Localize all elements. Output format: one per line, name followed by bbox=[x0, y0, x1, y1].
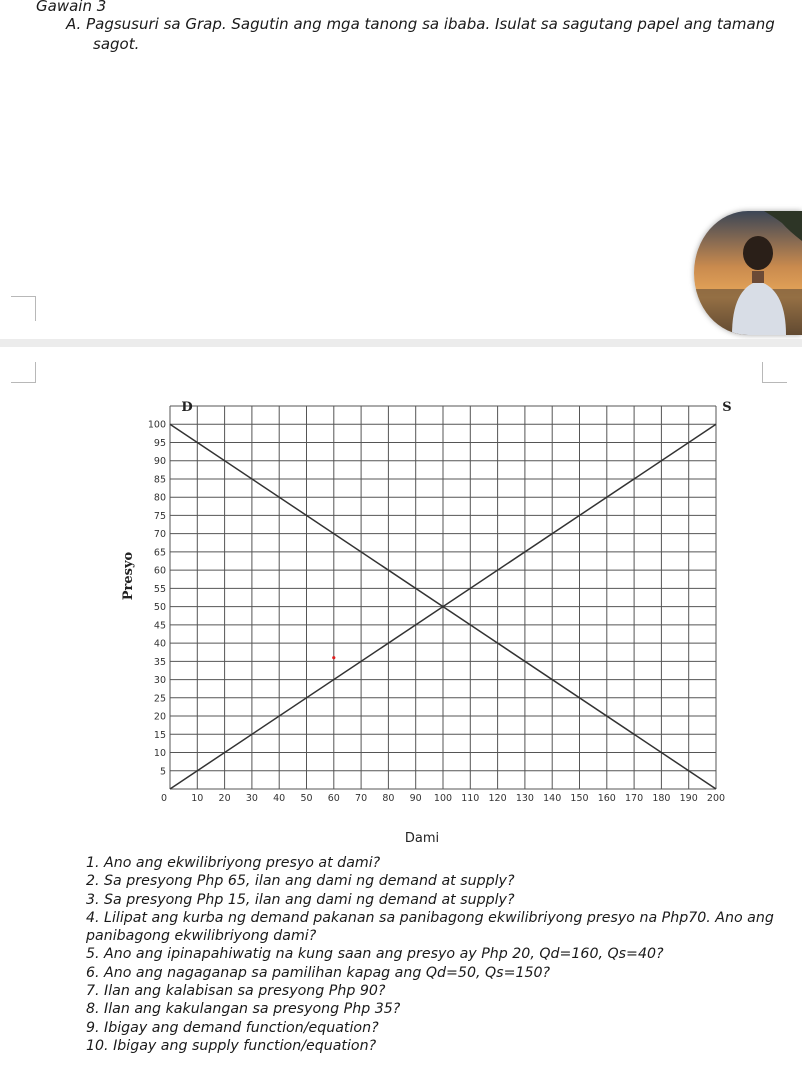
question-item: 2. Sa presyong Php 65, ilan ang dami ng demand at supply? bbox=[86, 873, 515, 890]
y-tick-label: 80 bbox=[153, 492, 166, 504]
avatar-image bbox=[694, 211, 802, 335]
chart-grid bbox=[170, 406, 716, 789]
x-tick-label: 130 bbox=[515, 793, 534, 804]
y-tick-label: 100 bbox=[147, 419, 166, 431]
y-tick-label: 45 bbox=[153, 620, 166, 632]
instruction-line-1: A. Pagsusuri sa Grap. Sagutin ang mga tanong sa ibaba. Isulat sa sagutang papel ang tamang bbox=[66, 15, 775, 33]
question-item: 6. Ano ang nagaganap sa pamilihan kapag ang Qd=50, Qs=150? bbox=[86, 964, 551, 981]
chart-series bbox=[170, 400, 732, 789]
y-tick-label: 40 bbox=[153, 638, 166, 650]
y-tick-label: 5 bbox=[159, 766, 166, 778]
y-tick-label: 70 bbox=[153, 529, 166, 541]
instruction-line-2: sagot. bbox=[93, 35, 140, 53]
question-item: 4. Lilipat ang kurba ng demand pakanan sa panibagong ekwilibriyong presyo na Php70. Ano ang panibagong ekwilibriyong dami? bbox=[86, 909, 774, 945]
x-tick-label: 150 bbox=[570, 793, 589, 804]
x-tick-label: 100 bbox=[433, 793, 453, 804]
y-tick-label: 30 bbox=[153, 675, 166, 687]
series-label-D: D bbox=[181, 400, 193, 416]
y-tick-label: 50 bbox=[153, 602, 166, 614]
x-tick-label: 0 bbox=[160, 793, 168, 804]
question-item: 7. Ilan ang kalabisan sa presyong Php 90? bbox=[86, 983, 386, 1000]
document-page-top bbox=[0, 0, 802, 338]
y-tick-label: 65 bbox=[153, 547, 166, 559]
y-tick-label: 90 bbox=[153, 456, 166, 468]
question-item: 8. Ilan ang kakulangan sa presyong Php 35? bbox=[86, 1001, 401, 1018]
person-sunset-avatar[interactable] bbox=[694, 211, 802, 335]
x-axis-label: Dami bbox=[404, 831, 440, 846]
x-tick-label: 140 bbox=[543, 793, 562, 804]
question-list bbox=[86, 854, 786, 1055]
x-tick-label: 90 bbox=[409, 793, 422, 804]
y-tick-label: 35 bbox=[153, 656, 166, 668]
y-tick-label: 60 bbox=[153, 565, 166, 577]
series-label-S: S bbox=[722, 400, 732, 416]
x-tick-label: 120 bbox=[488, 793, 507, 804]
y-tick-label: 20 bbox=[153, 711, 166, 723]
x-tick-label: 180 bbox=[652, 793, 671, 804]
question-item: 5. Ano ang ipinapahiwatig na kung saan ang presyo ay Php 20, Qd=160, Qs=40? bbox=[86, 946, 664, 963]
y-tick-label: 25 bbox=[153, 693, 166, 705]
x-tick-label: 30 bbox=[245, 793, 258, 804]
question-item: 10. Ibigay ang supply function/equation? bbox=[86, 1037, 377, 1054]
x-tick-label: 200 bbox=[706, 793, 726, 804]
question-item: 9. Ibigay ang demand function/equation? bbox=[86, 1019, 379, 1036]
y-tick-label: 15 bbox=[153, 729, 166, 741]
y-tick-label: 10 bbox=[153, 748, 166, 760]
y-tick-label: 85 bbox=[153, 474, 166, 486]
x-tick-label: 60 bbox=[327, 793, 340, 804]
x-tick-label: 50 bbox=[300, 793, 313, 804]
page-corner-mark bbox=[11, 296, 36, 321]
y-tick-label: 95 bbox=[153, 437, 166, 449]
y-tick-label: 55 bbox=[153, 583, 166, 595]
x-tick-label: 160 bbox=[597, 793, 616, 804]
supply-demand-chart bbox=[0, 348, 802, 850]
x-tick-label: 170 bbox=[625, 793, 644, 804]
question-item: 3. Sa presyong Php 15, ilan ang dami ng demand at supply? bbox=[86, 891, 515, 908]
x-tick-label: 80 bbox=[382, 793, 395, 804]
x-tick-label: 110 bbox=[461, 793, 480, 804]
x-tick-label: 40 bbox=[273, 793, 286, 804]
marker-point bbox=[332, 656, 335, 659]
page-separator bbox=[0, 339, 802, 347]
x-tick-label: 70 bbox=[355, 793, 368, 804]
activity-title: Gawain 3 bbox=[36, 0, 107, 15]
x-tick-label: 20 bbox=[218, 793, 231, 804]
y-tick-label: 75 bbox=[153, 510, 166, 522]
question-item: 1. Ano ang ekwilibriyong presyo at dami? bbox=[86, 855, 381, 871]
x-tick-label: 10 bbox=[191, 793, 204, 804]
y-axis-label: Presyo bbox=[121, 551, 136, 601]
x-tick-label: 190 bbox=[679, 793, 698, 804]
